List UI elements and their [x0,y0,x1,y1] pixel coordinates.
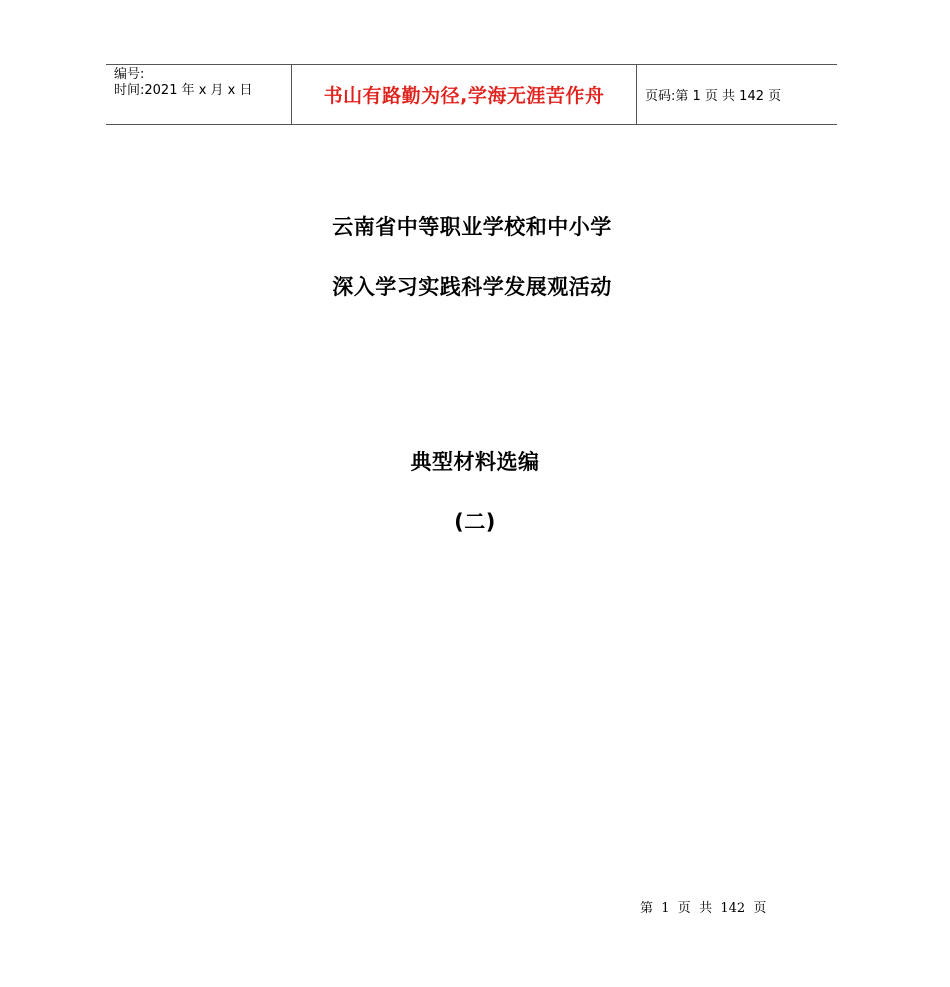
title-line-3: 典型材料选编 [410,450,540,474]
title-line-4: (二) [454,510,496,534]
title-line-2: 深入学习实践科学发展观活动 [332,275,612,299]
motto-text: 书山有路勤为径,学海无涯苦作舟 [323,85,605,107]
header-motto-cell [292,65,637,124]
title-line-1: 云南省中等职业学校和中小学 [332,215,612,239]
serial-number-label: 编号: [114,67,145,82]
page-footer: 第 1 页 共 142 页 [640,901,767,916]
header-page-cell [637,65,837,124]
document-header [106,64,837,125]
header-page-code: 页码:第 1 页 共 142 页 [645,89,782,104]
date-label: 时间:2021 年 x 月 x 日 [114,83,253,98]
header-meta-cell [106,65,292,124]
